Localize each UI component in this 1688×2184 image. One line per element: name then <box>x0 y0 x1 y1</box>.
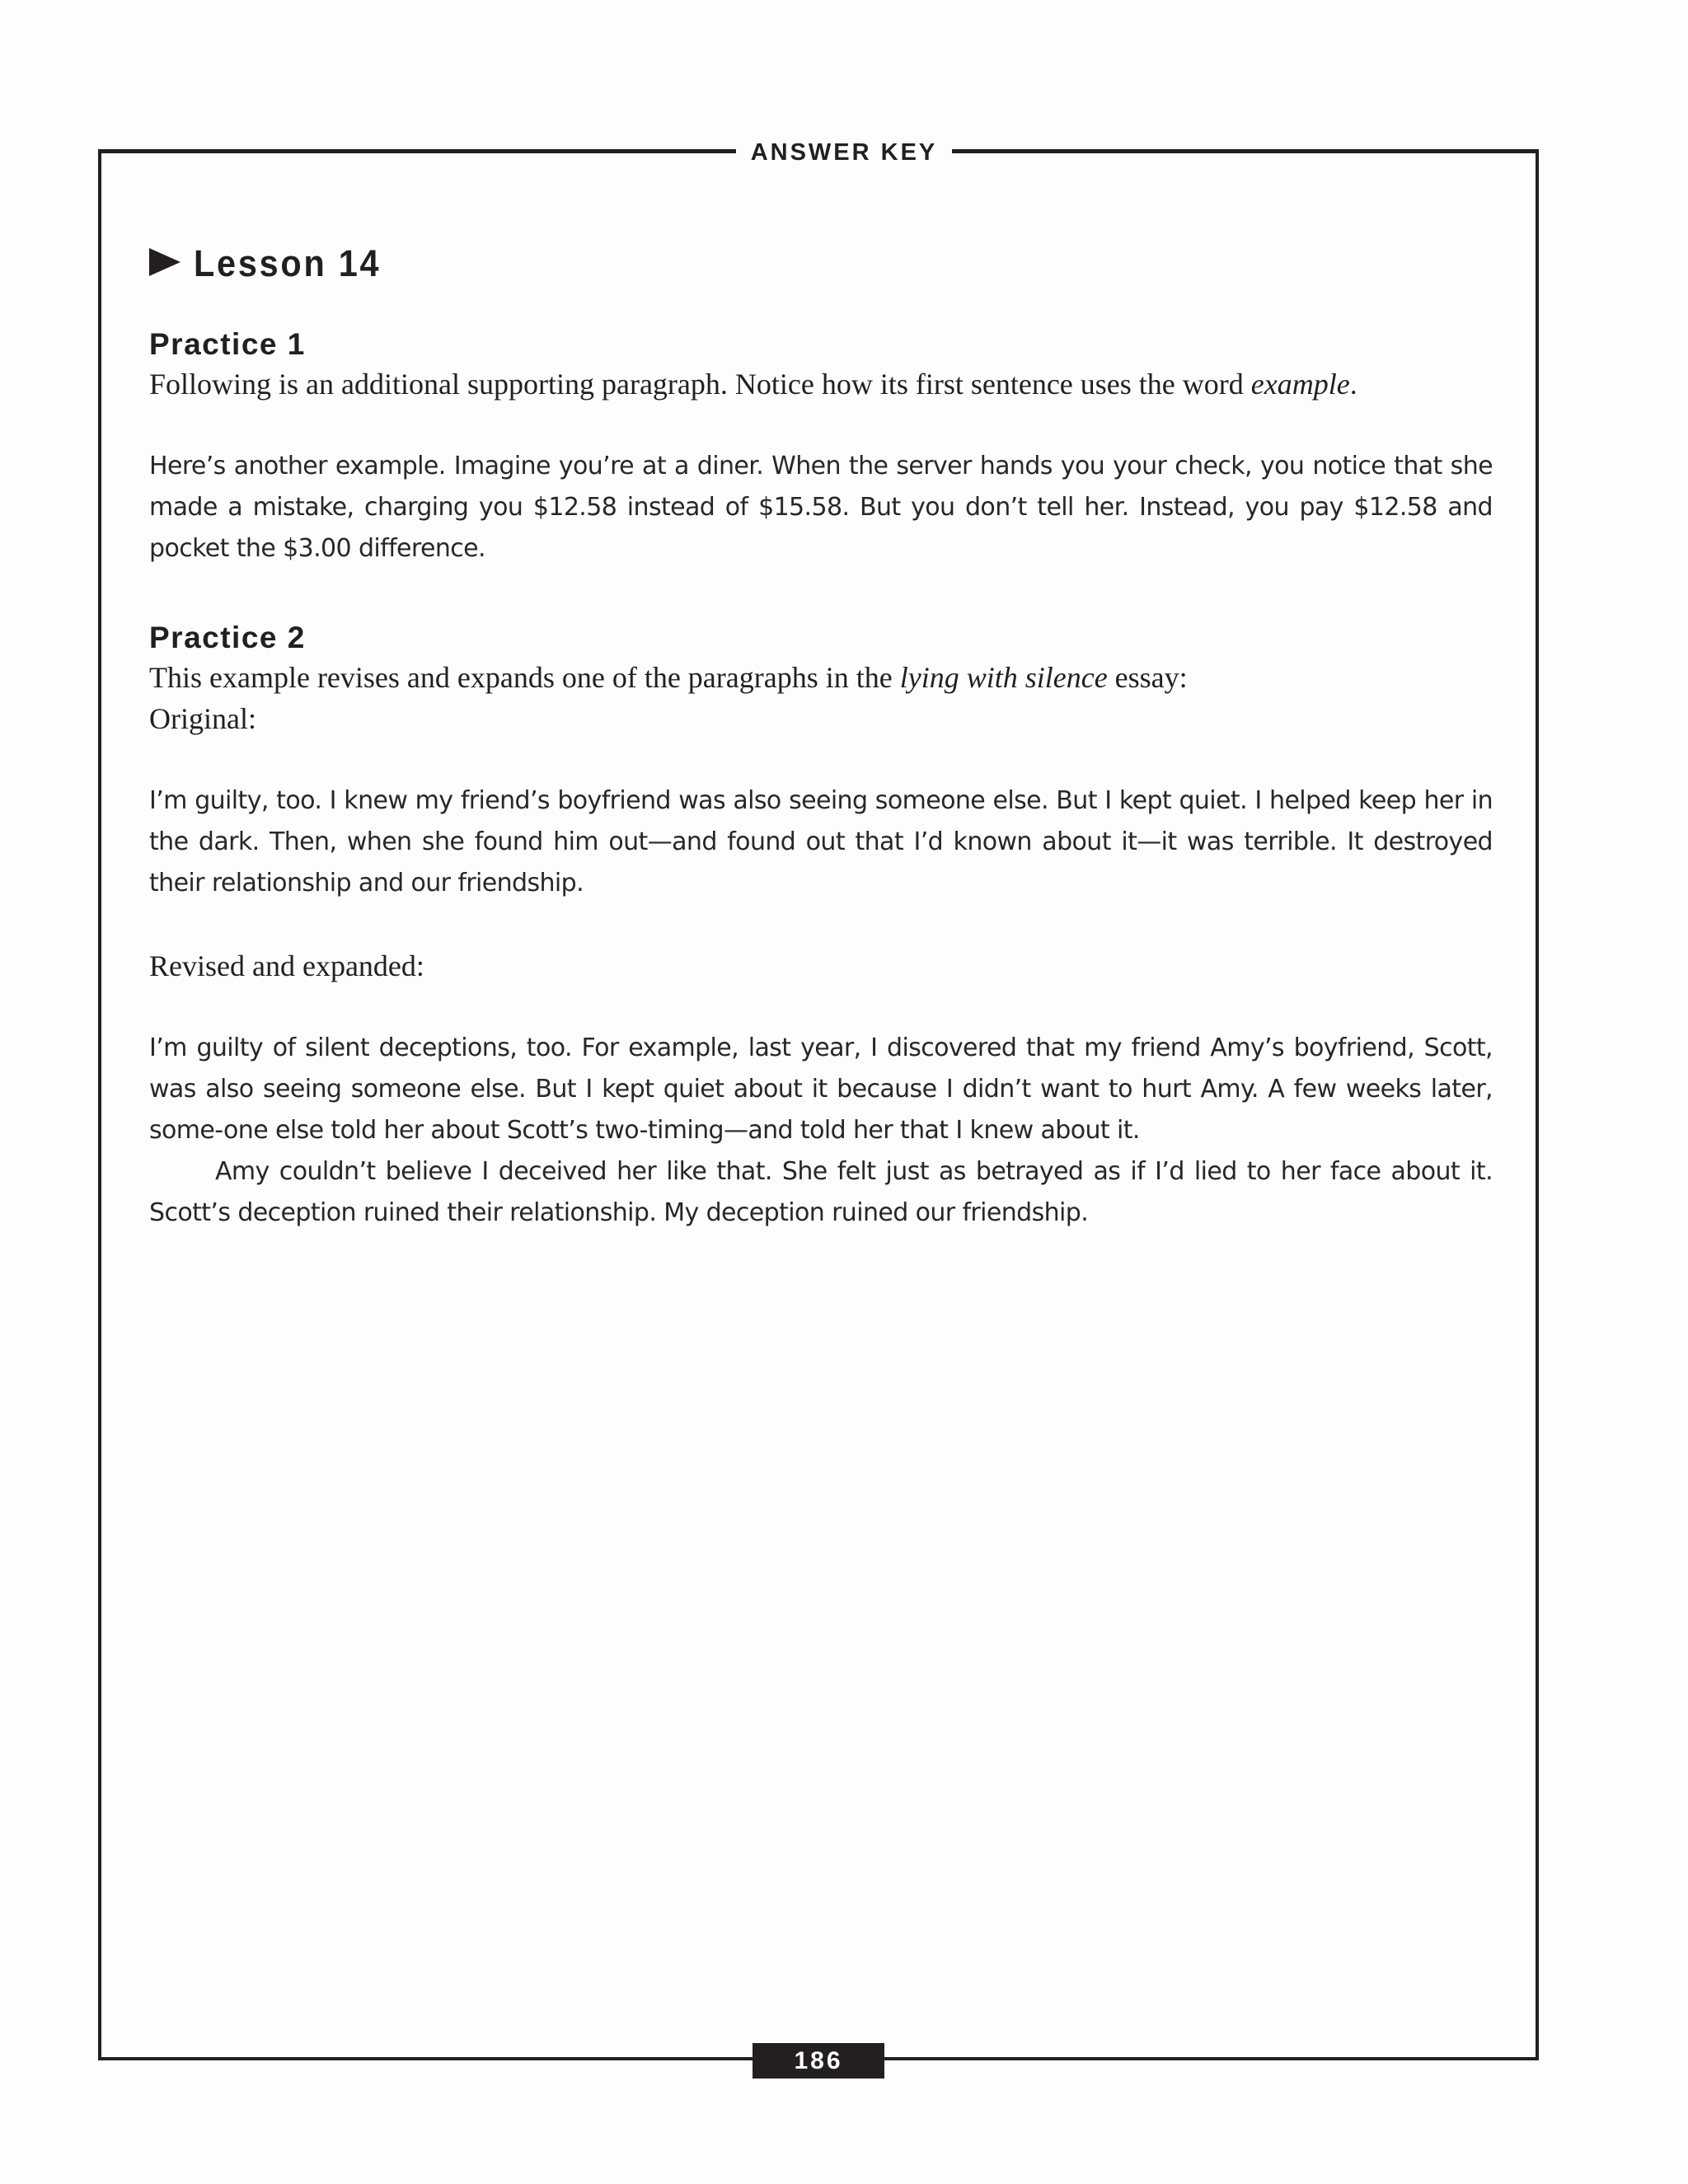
practice-1-intro-end: . <box>1349 368 1357 401</box>
revised-paragraph-2 <box>149 1151 1493 1234</box>
revised-paragraph-2-text: Amy couldn’t believe I deceived her like that. She felt just as betrayed as if I’d lied to her face about it. Scott’s deception ruined their relationship. My deception ruined our friendship. <box>149 1157 1493 1227</box>
page-content <box>149 231 1493 1234</box>
practice-1-heading: Practice 1 <box>149 327 306 361</box>
revised-label: Revised and expanded: <box>149 949 424 982</box>
triangle-right-icon <box>149 248 181 276</box>
practice-2-intro-end: essay: <box>1107 661 1188 694</box>
practice-2-heading: Practice 2 <box>149 621 306 654</box>
practice-2-intro <box>149 657 1493 698</box>
page-number: 186 <box>753 2043 884 2079</box>
original-paragraph: I’m guilty, too. I knew my friend’s boyfriend was also seeing someone else. But I kept quiet. I helped keep her in the dark. Then, when she found him out—and found out that I’d known about it—it was terrible. It destroyed their relationship and our friendship. <box>149 786 1493 898</box>
answer-key-label: ANSWER KEY <box>736 136 953 169</box>
practice-2-intro-text: This example revises and expands one of the paragraphs in the <box>149 661 900 694</box>
practice-1-intro-text: Following is an additional supporting paragraph. Notice how its first sentence uses the word <box>149 368 1251 401</box>
practice-1-intro <box>149 363 1493 405</box>
practice-2-intro-emphasis: lying with silence <box>899 661 1108 694</box>
original-label: Original: <box>149 702 256 735</box>
revised-paragraph-1: I’m guilty of silent deceptions, too. For example, last year, I discovered that my friend Amy’s boyfriend, Scott, was also seeing someone else. But I kept quiet about it because I didn’t want to hurt Amy. A few weeks later, some-one else told her about Scott’s two-timing—and told her that I knew about it. <box>149 1033 1493 1145</box>
practice-1-intro-emphasis: example <box>1250 368 1350 401</box>
lesson-title: Lesson 14 <box>194 242 382 284</box>
practice-1-sample-paragraph: Here’s another example. Imagine you’re at a diner. When the server hands you your check, you notice that she made a mistake, charging you $12.58 instead of $15.58. But you don’t tell her. Instead, you pay $12.58 and pocket the $3.00 difference. <box>149 452 1493 563</box>
lesson-heading <box>149 231 1493 297</box>
